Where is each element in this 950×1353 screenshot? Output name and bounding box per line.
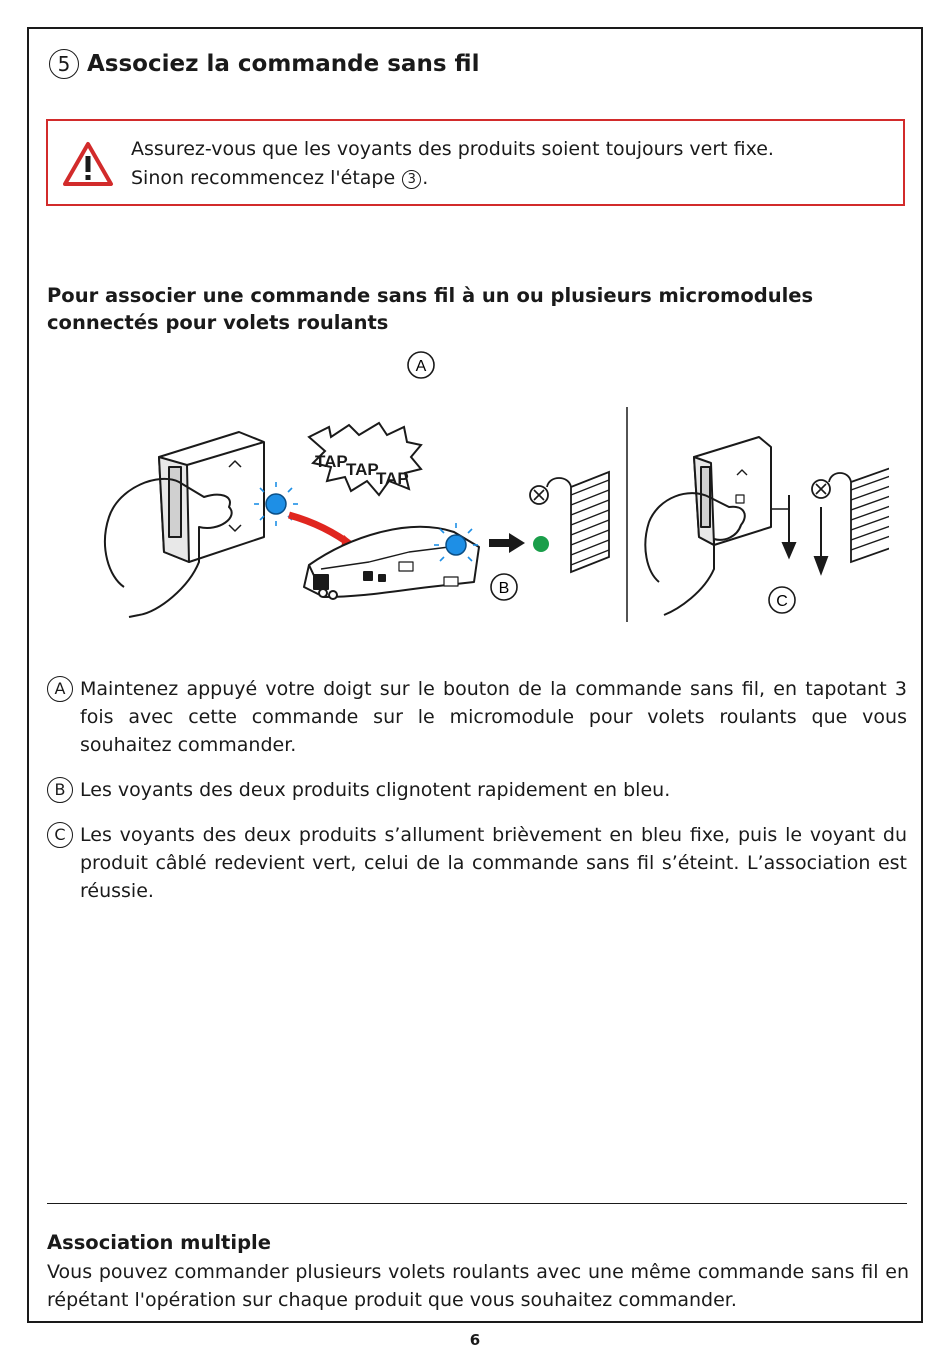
step-item-c xyxy=(47,821,907,905)
page-number: 6 xyxy=(469,1331,481,1349)
association-illustration xyxy=(69,347,889,622)
hand-remote-right xyxy=(645,437,789,615)
hand-remote-left xyxy=(105,432,264,617)
label-c-text: C xyxy=(776,593,788,610)
step-text-a: Maintenez appuyé votre doigt sur le bouton de la commande sans fil, en tapotant 3 fois avec cette commande sur le micromodule pour volets roulants que vous souhaitez commander. xyxy=(80,678,907,756)
arrow-to-green xyxy=(489,533,549,553)
warning-line-2-suffix: . xyxy=(422,167,429,189)
step-letter-c: C xyxy=(47,822,73,848)
shutter-2 xyxy=(812,465,889,562)
led-green xyxy=(533,536,549,552)
label-a-text: A xyxy=(415,358,427,375)
multiple-association-title: Association multiple xyxy=(47,1231,271,1254)
step-text-b: Les voyants des deux produits clignotent rapidement en bleu. xyxy=(80,779,671,801)
section-subtitle: Pour associer une commande sans fil à un ou plusieurs micromodules connectés pour volets roulants xyxy=(47,284,814,334)
step-letter-a: A xyxy=(47,676,73,702)
warning-text xyxy=(131,135,774,193)
multiple-association-text: Vous pouvez commander plusieurs volets roulants avec une même commande sans fil en répétant l'opération sur chaque produit que vous souhaitez commander. xyxy=(47,1261,909,1311)
shutter-1 xyxy=(530,472,609,572)
section-divider xyxy=(47,1203,907,1204)
label-c xyxy=(769,587,795,613)
page-frame xyxy=(27,27,923,1323)
down-arrows xyxy=(783,495,827,573)
tap-word-3: TAP xyxy=(376,469,409,488)
warning-line-2-prefix: Sinon recommencez l'étape xyxy=(131,167,402,189)
warning-line-1: Assurez-vous que les voyants des produits soient toujours vert fixe. xyxy=(131,138,774,160)
step-number-badge: 5 xyxy=(49,49,79,79)
label-b-text: B xyxy=(498,580,510,597)
tap-word-2: TAP xyxy=(346,460,379,479)
steps-list xyxy=(47,675,907,922)
label-a xyxy=(408,352,434,378)
page-title: Associez la commande sans fil xyxy=(87,51,480,77)
tap-word-1: TAP xyxy=(315,452,348,471)
step-title xyxy=(49,49,479,79)
label-b xyxy=(491,574,517,600)
warning-line-2 xyxy=(131,164,774,193)
step-text-c: Les voyants des deux produits s’allument brièvement en bleu fixe, puis le voyant du produit câblé redevient vert, celui de la commande sans fil s’éteint. L’association est réussie. xyxy=(80,824,907,902)
step-item-b xyxy=(47,776,907,804)
warning-icon xyxy=(62,141,114,187)
step-ref-badge: 3 xyxy=(402,170,421,189)
tap-burst xyxy=(309,423,421,495)
warning-box xyxy=(46,119,905,206)
step-item-a xyxy=(47,675,907,759)
step-letter-b: B xyxy=(47,777,73,803)
